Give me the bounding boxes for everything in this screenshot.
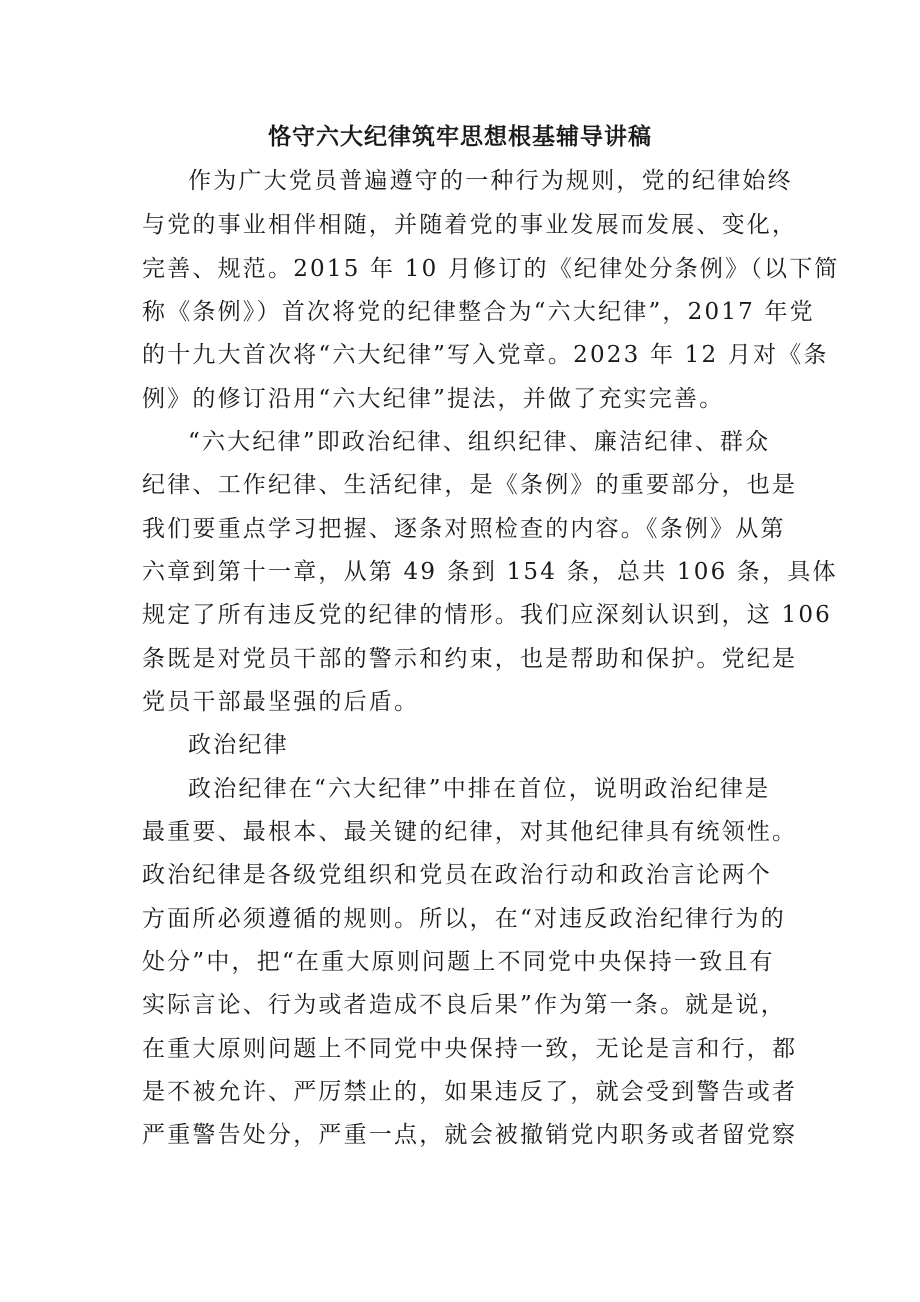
paragraph-1-line-5: 的十九大首次将“六大纪律”写入党章。2023 年 12 月对《条 (142, 342, 829, 368)
paragraph-3-line-2: 最重要、最根本、最关键的纪律，对其他纪律具有统领性。 (142, 819, 798, 845)
paragraph-1-line-2: 与党的事业相伴相随，并随着党的事业发展而发展、变化， (142, 212, 798, 238)
paragraph-3-line-8: 是不被允许、严厉禁止的，如果违反了，就会受到警告或者 (142, 1079, 798, 1105)
paragraph-3-line-4: 方面所必须遵循的规则。所以，在“对违反政治纪律行为的 (142, 906, 786, 932)
paragraph-2-line-3: 我们要重点学习把握、逐条对照检查的内容。《条例》从第 (142, 516, 786, 542)
paragraph-2-line-5: 规定了所有违反党的纪律的情形。我们应深刻认识到，这 106 (142, 602, 833, 628)
paragraph-3-line-9: 严重警告处分，严重一点，就会被撤销党内职务或者留党察 (142, 1122, 798, 1148)
paragraph-3-line-3: 政治纪律是各级党组织和党员在政治行动和政治言论两个 (142, 862, 772, 888)
paragraph-1-line-4: 称《条例》）首次将党的纪律整合为“六大纪律”，2017 年党 (142, 299, 815, 325)
paragraph-1-line-6: 例》的修订沿用“六大纪律”提法，并做了充实完善。 (142, 386, 725, 412)
paragraph-3-line-6: 实际言论、行为或者造成不良后果”作为第一条。就是说， (142, 992, 786, 1018)
paragraph-3-line-5: 处分”中，把“在重大原则问题上不同党中央保持一致且有 (142, 949, 775, 975)
paragraph-2-line-7: 党员干部最坚强的后盾。 (142, 689, 420, 715)
paragraph-2-line-6: 条既是对党员干部的警示和约束，也是帮助和保护。党纪是 (142, 646, 798, 672)
paragraph-2-line-2: 纪律、工作纪律、生活纪律，是《条例》的重要部分，也是 (142, 472, 798, 498)
paragraph-3-line-7: 在重大原则问题上不同党中央保持一致，无论是言和行，都 (142, 1036, 798, 1062)
paragraph-3-line-1: 政治纪律在“六大纪律”中排在首位，说明政治纪律是 (188, 776, 771, 802)
paragraph-1-line-1: 作为广大党员普遍遵守的一种行为规则，党的纪律始终 (188, 168, 793, 194)
section-heading-political-discipline: 政治纪律 (188, 732, 289, 758)
paragraph-2-line-4: 六章到第十一章，从第 49 条到 154 条，总共 106 条，具体 (142, 559, 838, 585)
document-title: 恪守六大纪律筑牢思想根基辅导讲稿 (268, 123, 652, 150)
paragraph-2-line-1: “六大纪律”即政治纪律、组织纪律、廉洁纪律、群众 (188, 429, 771, 455)
paragraph-1-line-3: 完善、规范。2015 年 10 月修订的《纪律处分条例》（以下简 (142, 256, 840, 282)
